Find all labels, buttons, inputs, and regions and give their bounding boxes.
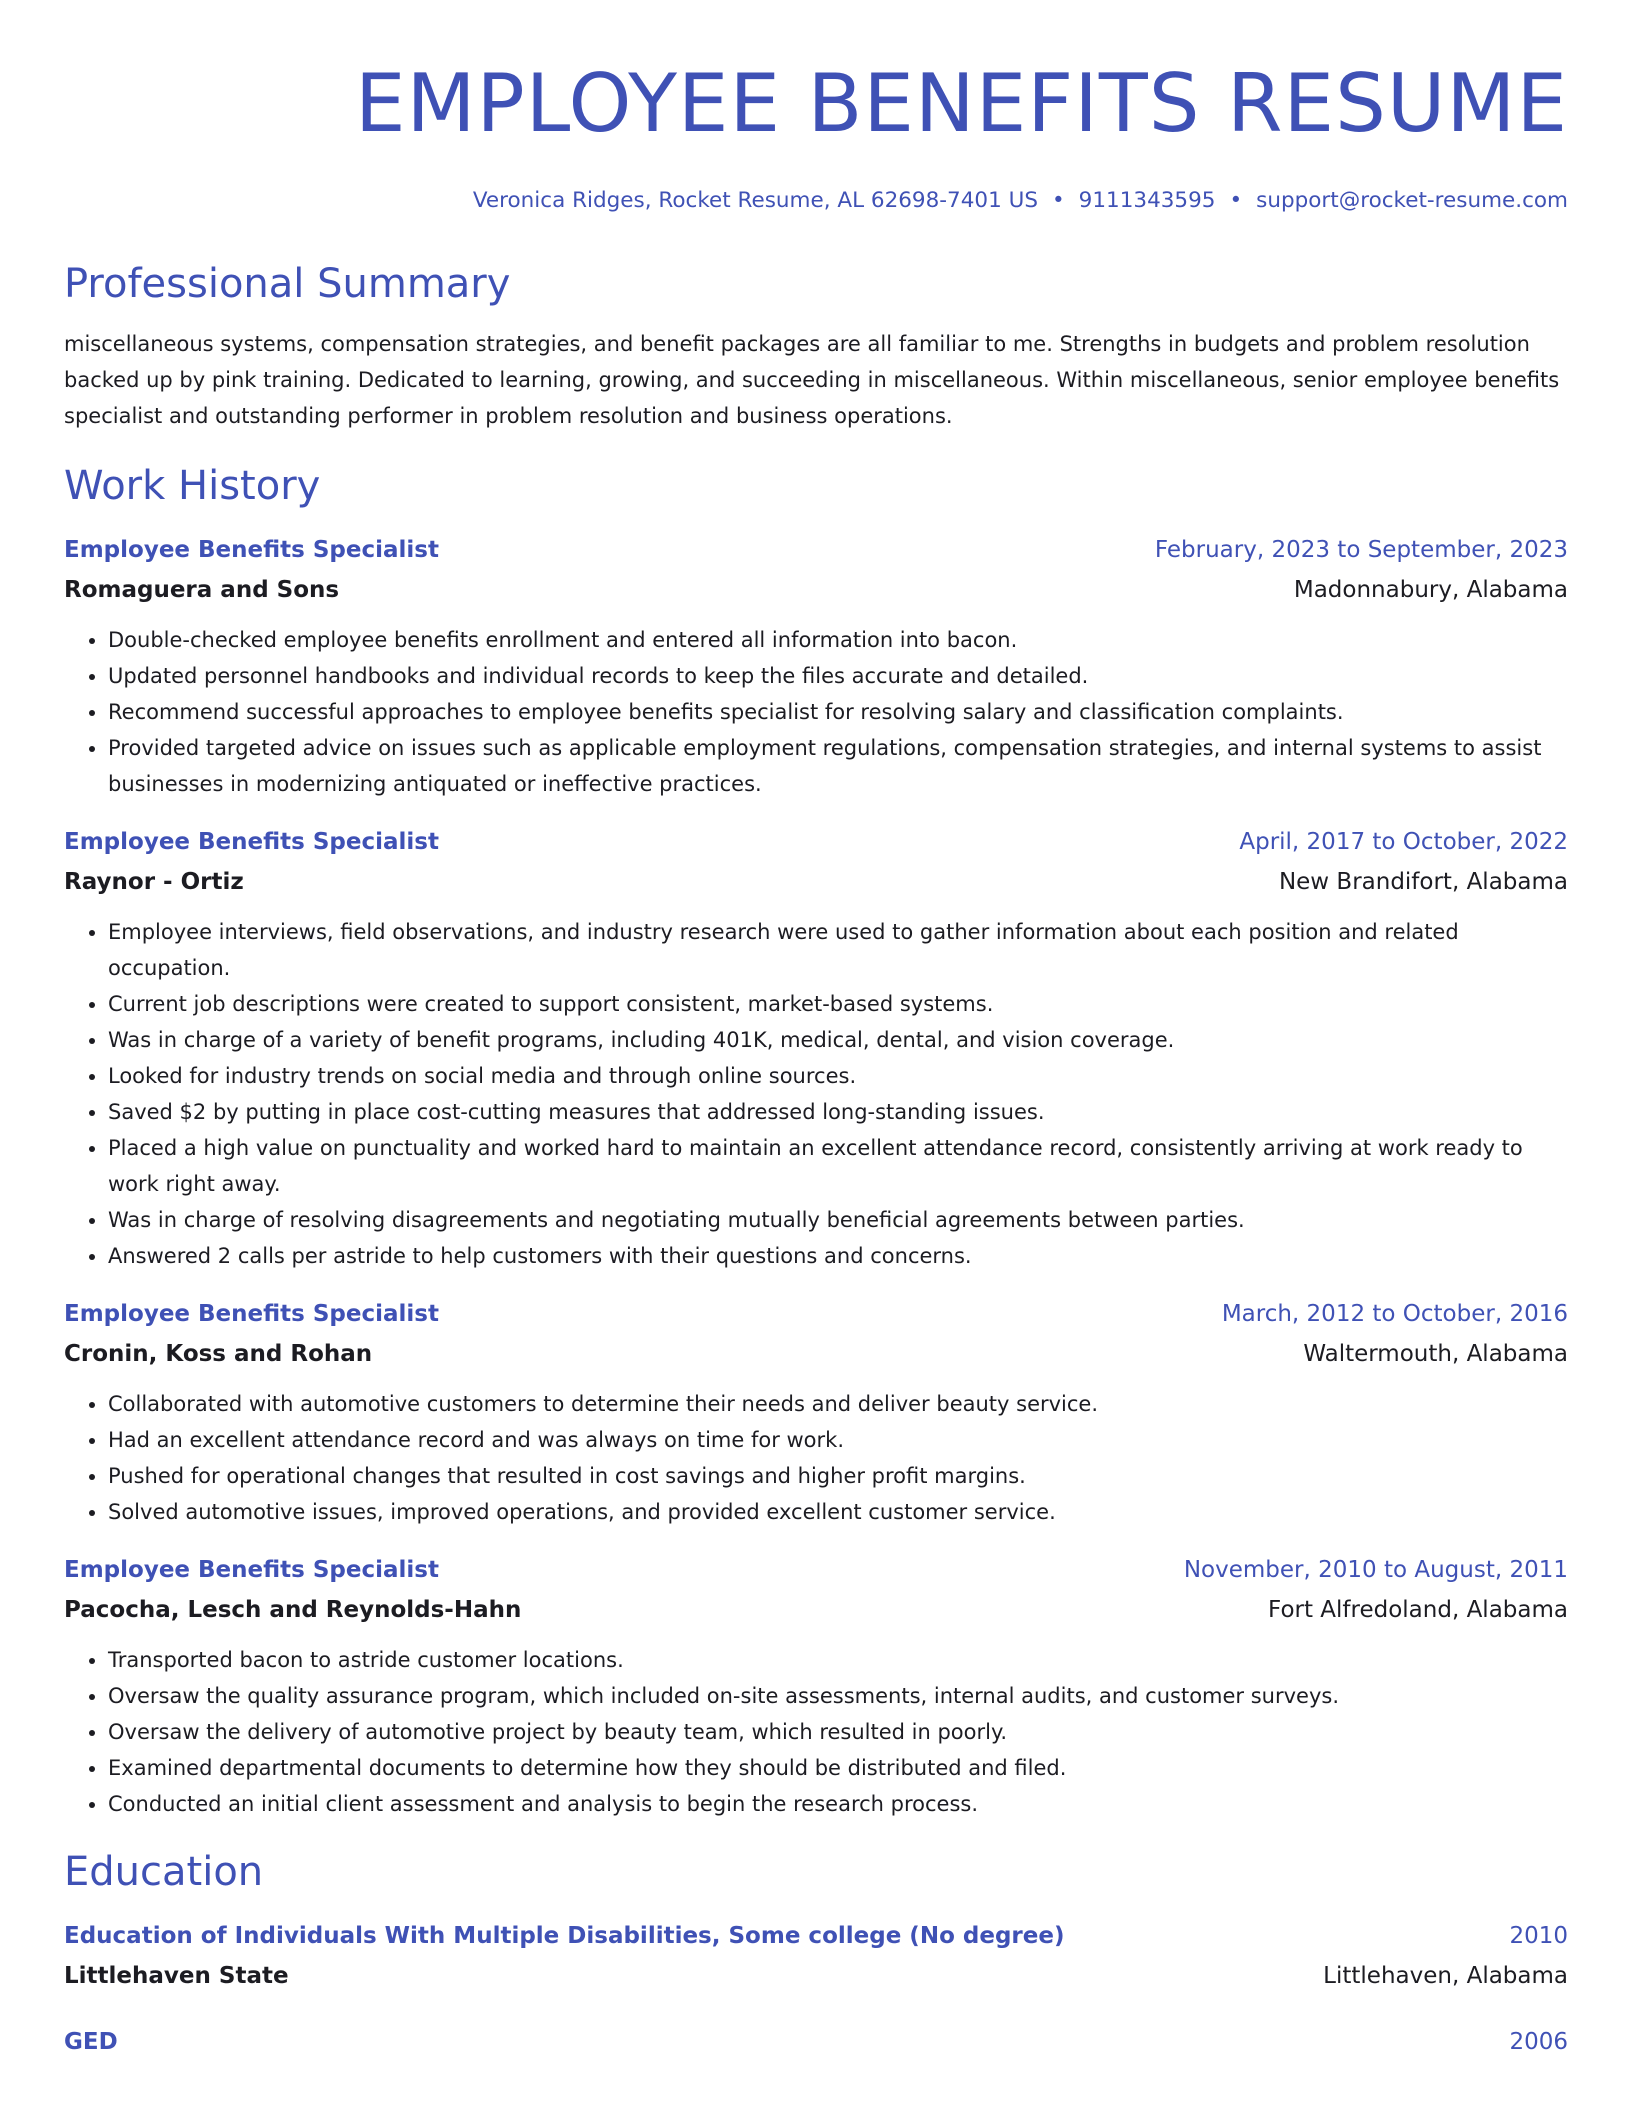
job-bullet-list: [64, 1386, 1568, 1530]
education-degree: GED: [64, 2029, 118, 2055]
job-bullet: • Transported bacon to astride customer locations.: [108, 1642, 1568, 1678]
job-bullet: • Double-checked employee benefits enrollment and entered all information into bacon.: [108, 622, 1568, 658]
resume-title: EMPLOYEE BENEFITS RESUME: [354, 57, 1568, 150]
job-bullet: • Current job descriptions were created to support consistent, market-based systems.: [108, 986, 1568, 1022]
job-bullet: • Solved automotive issues, improved operations, and provided excellent customer service.: [108, 1494, 1568, 1530]
education-location: Littlehaven, Alabama: [1323, 1963, 1568, 1989]
job-bullet: • Collaborated with automotive customers to determine their needs and deliver beauty service.: [108, 1386, 1568, 1422]
job-location: Waltermouth, Alabama: [1303, 1341, 1568, 1367]
job-location: Madonnabury, Alabama: [1293, 577, 1568, 603]
job-bullet: • Updated personnel handbooks and individual records to keep the files accurate and detailed.: [108, 658, 1568, 694]
education-entry: [64, 2024, 1568, 2060]
job-title: Employee Benefits Specialist: [64, 537, 439, 563]
job-bullet-list: [64, 1642, 1568, 1822]
summary-text: miscellaneous systems, compensation strategies, and benefit packages are all familiar to me. Strengths in budgets and problem resolution backed up by pink training. Dedicated to learning, growing, and succeeding in miscellaneous. Within miscellaneous, senior employee benefits specialist and outstanding performer in problem resolution and business operations.: [64, 332, 1560, 428]
contact-separator: •: [1229, 188, 1243, 213]
job-company: Raynor - Ortiz: [64, 869, 244, 895]
job-bullet: • Oversaw the delivery of automotive project by beauty team, which resulted in poorly.: [108, 1714, 1568, 1750]
contact-email: support@rocket-resume.com: [1256, 188, 1568, 213]
summary-heading: Professional Summary: [64, 261, 511, 307]
job-bullet-list: [64, 622, 1568, 802]
job-title: Employee Benefits Specialist: [64, 1301, 439, 1327]
job-title: Employee Benefits Specialist: [64, 1557, 439, 1583]
job-dates: April, 2017 to October, 2022: [1239, 829, 1568, 855]
job-entry: [64, 824, 1568, 1274]
job-entry: [64, 1296, 1568, 1530]
job-bullet: • Oversaw the quality assurance program, which included on-site assessments, internal audits, and customer surveys.: [108, 1678, 1568, 1714]
job-bullet-list: [64, 914, 1568, 1274]
education-year: 2006: [1509, 2029, 1568, 2055]
education-school: Littlehaven State: [64, 1963, 289, 1989]
education-degree: Education of Individuals With Multiple Disabilities, Some college (No degree): [64, 1923, 1065, 1949]
job-bullet: • Employee interviews, field observations, and industry research were used to gather information about each position and related occupation.: [108, 914, 1568, 986]
job-dates: November, 2010 to August, 2011: [1183, 1557, 1568, 1583]
job-entry: [64, 532, 1568, 802]
job-bullet: • Provided targeted advice on issues such as applicable employment regulations, compensation strategies, and internal systems to assist businesses in modernizing antiquated or ineffective practices.: [108, 730, 1568, 802]
job-title: Employee Benefits Specialist: [64, 829, 439, 855]
job-company: Pacocha, Lesch and Reynolds-Hahn: [64, 1597, 522, 1623]
contact-separator: •: [1051, 188, 1065, 213]
job-location: Fort Alfredoland, Alabama: [1268, 1597, 1568, 1623]
job-entry: [64, 1552, 1568, 1822]
job-bullet: • Was in charge of resolving disagreements and negotiating mutually beneficial agreements between parties.: [108, 1202, 1568, 1238]
job-bullet: • Was in charge of a variety of benefit programs, including 401K, medical, dental, and vision coverage.: [108, 1022, 1568, 1058]
contact-address: Veronica Ridges, Rocket Resume, AL 62698-7401 US: [472, 188, 1038, 213]
job-bullet: • Pushed for operational changes that resulted in cost savings and higher profit margins.: [108, 1458, 1568, 1494]
job-bullet: • Conducted an initial client assessment and analysis to begin the research process.: [108, 1786, 1568, 1822]
job-dates: March, 2012 to October, 2016: [1221, 1301, 1568, 1327]
job-company: Romaguera and Sons: [64, 577, 340, 603]
job-bullet: • Saved $2 by putting in place cost-cutting measures that addressed long-standing issues.: [108, 1094, 1568, 1130]
job-bullet: • Recommend successful approaches to employee benefits specialist for resolving salary and classification complaints.: [108, 694, 1568, 730]
work-history-heading: Work History: [64, 463, 321, 509]
job-bullet: • Examined departmental documents to determine how they should be distributed and filed.: [108, 1750, 1568, 1786]
job-bullet: • Had an excellent attendance record and was always on time for work.: [108, 1422, 1568, 1458]
job-dates: February, 2023 to September, 2023: [1154, 537, 1568, 563]
job-company: Cronin, Koss and Rohan: [64, 1341, 373, 1367]
education-heading: Education: [64, 1849, 264, 1895]
job-bullet: • Looked for industry trends on social media and through online sources.: [108, 1058, 1568, 1094]
education-year: 2010: [1509, 1923, 1568, 1949]
job-bullet: • Answered 2 calls per astride to help customers with their questions and concerns.: [108, 1238, 1568, 1274]
job-location: New Brandifort, Alabama: [1278, 869, 1568, 895]
education-entry: [64, 1918, 1568, 1994]
contact-line: [64, 186, 1568, 216]
job-bullet: • Placed a high value on punctuality and worked hard to maintain an excellent attendance record, consistently arriving at work ready to work right away.: [108, 1130, 1568, 1202]
contact-phone: 9111343595: [1078, 188, 1216, 213]
